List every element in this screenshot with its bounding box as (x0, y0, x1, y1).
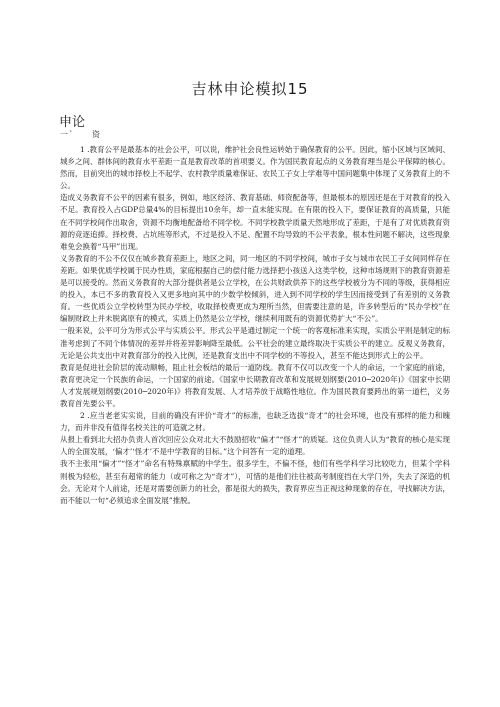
paragraph: 一般来说，公平可分为形式公平与实质公平。形式公平是通过制定一个统一的客观标准来实现，实质公平则是制定的标准考虑到了不同个体情况的差异并将差异影响降至最低。公平社会的建立最终取决于实质公平的建立。反观义务教育，无论是公共支出中对教育部分的投入比例，还是教育支出中不同学校的不等投入，甚至不能达到形式上的公平。 (60, 326, 450, 360)
materials-subheading (60, 129, 101, 140)
subheading-label: 资 (92, 130, 101, 139)
paragraph: 从报上看到北大招办负责人首次回应公众对北大不鼓励招收“偏才”“怪才”的质疑。这位负责人认为“教育的核心是实现人的全面发展，‘偏才’‘怪才’不是中学教育的目标。”这个问答有一定的道理。 (60, 435, 450, 457)
paragraph: 1 .教育公平是最基本的社会公平，可以说，维护社会良性运转始于确保教育的公平。因此，缩小区域与区域间、城乡之间、群体间的教育水平差距一直是教育改革的首项要义。作为国民教育起点的义务教育理当是公平保障的核心。然而，目前突出的城市择校上不起学、农村教学质量难保证、农民工子女上学难等中国问题集中体现了义务教育上的不公。 (60, 145, 450, 191)
paragraph: 我不主张用“偏才”“怪才”命名有特殊禀赋的中学生。很多学生，不偏不怪，他们有些学科学习比较吃力，但某个学科则极为轻松，甚至有超常的能力（或可称之为“奇才”），可惜的是他们往往被高考制度挡在大学门外，失去了深造的机会。无论对个人前途，还是对需要创新力的社会，都是很大的损失，教育界应当正视这种现象的存在，寻找解决方法，而不能以一句“必须追求全面发展”推脱。 (60, 459, 450, 505)
section-heading: 申论 (59, 115, 86, 130)
paragraph: 义务教育的不公不仅仅在城乡教育差距上，地区之间，同一地区的不同学校间，城市子女与城市农民工子女间同样存在差距。如果优质学校属于民办性质，家庭根据自己的偿付能力选择把小孩送入这类学校，这种市场规则下的教育资源差是可以接受的。然而义务教育的大部分提供者是公立学校，在公共财政供养下的这些学校被分为不同的等级，获得相应的投入，本已不多的教育投入又更多地向其中的少数学校倾斜，进入到不同学校的学生因而接受到了有差别的义务教育。一些优质公立学校转型为民办学校，收取择校费更成为理所当然，但需要注意的是，许多转型后的“民办学校”在编制财政上并未脱离原有的模式，实质上仍然是公立学校，继续利用既有的资源优势扩大“不公”。 (60, 253, 450, 324)
document-title: 吉林申论模拟15 (191, 80, 309, 98)
paragraph: 造成义务教育不公平的因素有很多，例如，地区经济、教育基础、师资配备等，但最根本的原因还是在于对教育的投入不足。教育投入占GDP总量4%的目标提出10余年，却一直未能实现。在有限的投入下，要保证教育的高质量，只能在不同学校间作出取舍，资源不均衡地配备给不同学校。不同学校教学质量天然地形成了差距，于是有了对优质教育资源的竞逐追捧。择校费、占坑班等形式，不过是投入不足、配置不均导致的不公平表象，根本性问题不解决，这些现象难免会换着“马甲”出现。 (60, 193, 450, 251)
paragraph: 2 .应当老老实实说，目前的确没有评价“奇才”的标准，也缺乏选拔“奇才”的社会环境，也没有那样的能力和魄力，而并非没有值得名校关注的可造就之材。 (60, 411, 450, 433)
paragraph: 教育是促进社会阶层的流动顺畅，阻止社会板结的最后一道防线。教育不仅可以改变一个人的命运，一个家庭的前途，教育更决定一个民族的命运，一个国家的前途。《国家中长期教育改革和发展规划纲要(2010─2020年)》《国家中长期人才发展规划纲要(2010─2020年)》将教育发展、人才培养放于战略性地位。作为国民教育要跨出的第一道栏，义务教育首先要公平。 (60, 362, 450, 408)
document-body (60, 144, 450, 507)
subheading-number: 一ˋ (60, 130, 74, 139)
